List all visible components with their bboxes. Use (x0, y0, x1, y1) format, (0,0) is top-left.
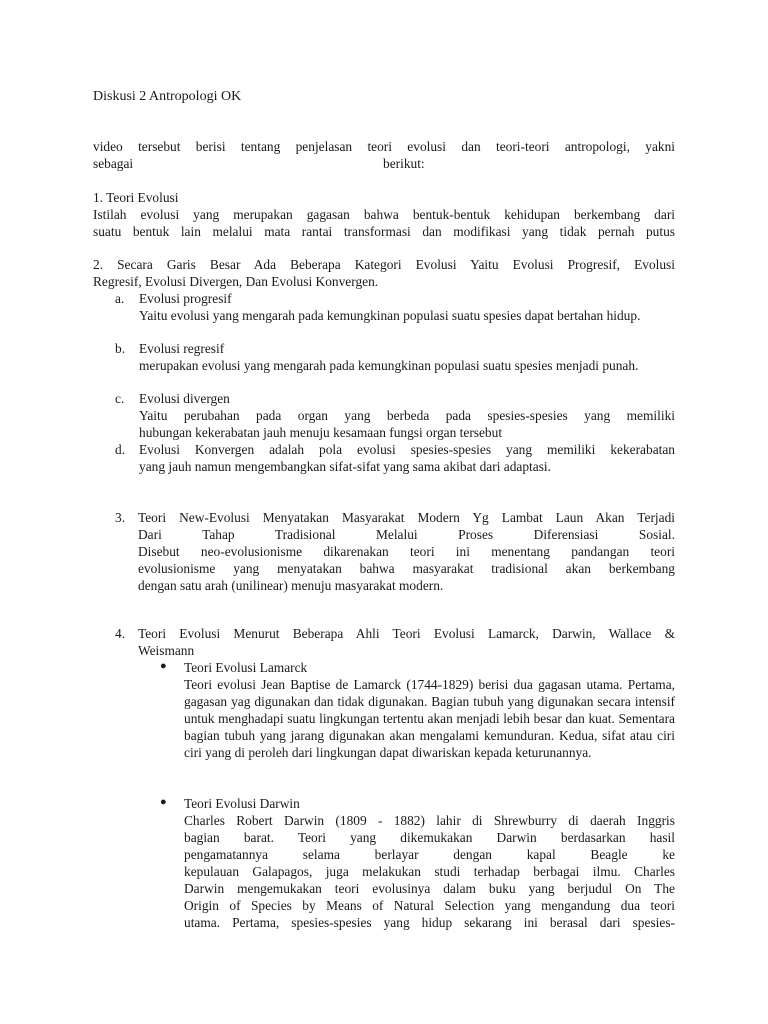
intro-line (93, 155, 675, 172)
intro-word: sebagai (93, 156, 134, 171)
bullet-icon: ● (160, 660, 167, 672)
list-marker: a. (115, 291, 125, 306)
section-2 (93, 256, 675, 290)
bullet-lamarck (160, 659, 675, 761)
bullet-title: Teori Evolusi Lamarck (184, 660, 308, 675)
bullet-body-line: Origin of Species by Means of Natural Selection yang mengandung dua teori (184, 898, 675, 913)
section-text-line: Teori Evolusi Menurut Beberapa Ahli Teori Evolusi Lamarck, Darwin, Wallace & (138, 626, 675, 641)
bullet-body-line: Charles Robert Darwin (1809 - 1882) lahir di Shrewburry di daerah Inggris (184, 813, 675, 828)
bullet-body-line: Darwin mengemukakan teori evolusinya dalam buku yang berjudul On The (184, 881, 675, 896)
list-item-title: Evolusi divergen (139, 391, 230, 406)
list-item-b (115, 340, 675, 374)
section-text-line: 2. Secara Garis Besar Ada Beberapa Kategori Evolusi Yaitu Evolusi Progresif, Evolusi (93, 257, 675, 272)
section-text-line: evolusionisme yang menyatakan bahwa masyarakat tradisional akan berkembang (138, 561, 675, 576)
bullet-icon: ● (160, 796, 167, 808)
section-text-line: Dari Tahap Tradisional Melalui Proses Diferensiasi Sosial. (138, 527, 675, 542)
section-text-line: suatu bentuk lain melalui mata rantai transformasi dan modifikasi yang tidak pernah putus (93, 224, 675, 239)
bullet-body-line: utama. Pertama, spesies-spesies yang hidup sekarang ini berasal dari spesies- (184, 915, 675, 930)
list-item-a (115, 290, 675, 324)
section-text-line: Disebut neo-evolusionisme dikarenakan teori ini menentang pandangan teori (138, 544, 675, 559)
section-text-line: Istilah evolusi yang merupakan gagasan bahwa bentuk-bentuk kehidupan berkembang dari (93, 207, 675, 222)
list-marker: 4. (115, 626, 126, 641)
list-item-body: Evolusi Konvergen adalah pola evolusi spesies-spesies yang memiliki kekerabatan (139, 442, 675, 457)
list-marker: 3. (115, 510, 126, 525)
list-item-title: Evolusi regresif (139, 341, 225, 356)
section-heading: 1. Teori Evolusi (93, 190, 179, 205)
bullet-body-line: kepulauan Galapagos, juga melakukan studi terhadap berbagai ilmu. Charles (184, 864, 675, 879)
bullet-body-line: bagian barat. Teori yang dikemukakan Darwin berdasarkan hasil (184, 830, 675, 845)
list-marker: c. (115, 391, 125, 406)
section-4 (115, 625, 675, 659)
bullet-body-line: pengamatannya selama berlayar dengan kapal Beagle ke (184, 847, 675, 862)
list-item-body: hubungan kekerabatan jauh menuju kesamaan fungsi organ tersebut (139, 425, 503, 440)
list-item-title: Evolusi progresif (139, 291, 232, 306)
intro-paragraph (93, 138, 675, 172)
section-text-line: dengan satu arah (unilinear) menuju masyarakat modern. (138, 578, 444, 593)
bullet-title: Teori Evolusi Darwin (184, 796, 300, 811)
section-1 (93, 189, 675, 240)
list-item-body: yang jauh namun mengembangkan sifat-sifat yang sama akibat dari adaptasi. (139, 459, 551, 474)
list-marker: d. (115, 442, 126, 457)
list-item-body: Yaitu evolusi yang mengarah pada kemungkinan populasi suatu spesies dapat bertahan hidup. (139, 308, 641, 323)
section-text-line: Regresif, Evolusi Divergen, Dan Evolusi Konvergen. (93, 274, 379, 289)
list-item-body: merupakan evolusi yang mengarah pada kemungkinan populasi suatu spesies menjadi punah. (139, 358, 639, 373)
document-title: Diskusi 2 Antropologi OK (93, 89, 242, 104)
bullet-body: Teori evolusi Jean Baptise de Lamarck (1744-1829) berisi dua gagasan utama. Pertama, gagasan yag digunakan dan tidak digunakan. Bagian tubuh yang digunakan secara intensif untuk menghadapi suatu lingkungan tertentu akan menjadi lebih besar dan kuat. Sementara bagian tubuh yang jarang digunakan akan mengalami kemunduran. Kedua, sifat atau ciri ciri yang di peroleh dari lingkungan dapat diwariskan kepada keturunannya. (184, 677, 675, 760)
intro-line: video tersebut berisi tentang penjelasan teori evolusi dan teori-teori antropologi, yakni (93, 139, 675, 154)
list-item-c (115, 390, 675, 441)
section-text-line: Weismann (138, 643, 195, 658)
section-text-line: Teori New-Evolusi Menyatakan Masyarakat Modern Yg Lambat Laun Akan Terjadi (138, 510, 675, 525)
list-item-body: Yaitu perubahan pada organ yang berbeda pada spesies-spesies yang memiliki (139, 408, 675, 423)
intro-word: berikut: (383, 156, 425, 171)
list-item-d (115, 441, 675, 475)
section-3 (115, 509, 675, 594)
bullet-darwin (160, 795, 675, 931)
list-marker: b. (115, 341, 126, 356)
